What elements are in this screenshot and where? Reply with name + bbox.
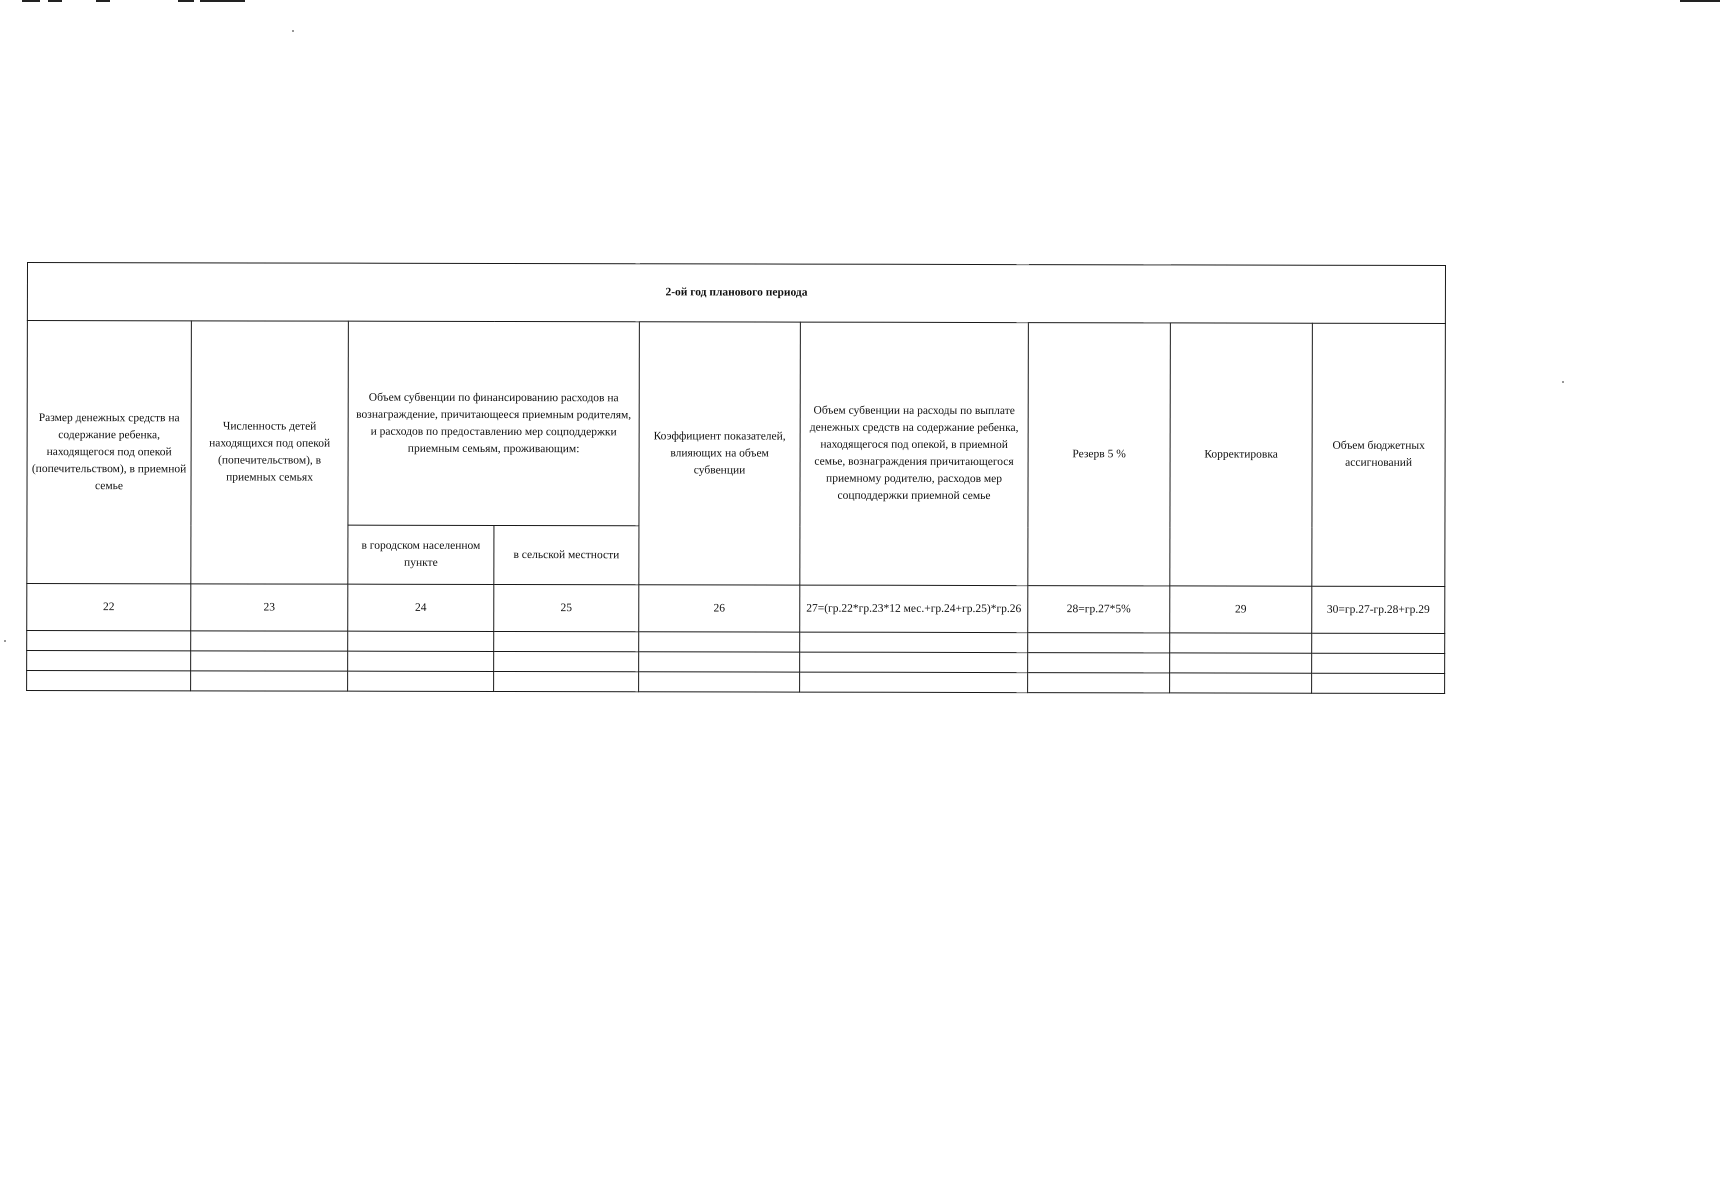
header-col-23: Численность детей находящихся под опекой (попечительством), в приемных семьях (191, 321, 349, 584)
table-cell (1312, 653, 1445, 673)
header-col-28: Резерв 5 % (1028, 323, 1171, 586)
table-cell (191, 671, 348, 691)
scan-artifact-2 (48, 0, 62, 2)
header-col-24-25-group: Объем субвенции по финансированию расходов на вознаграждение, причитающееся приемным родителям, и расходов по предоставлению мер соцподдержки приемным семьям, проживающим: (348, 321, 639, 526)
table-cell (1170, 633, 1312, 653)
table-cell (27, 671, 191, 691)
column-number-26: 26 (639, 585, 800, 632)
column-number-22: 22 (27, 584, 191, 631)
column-number-30: 30=гр.27-гр.28+гр.29 (1312, 586, 1445, 633)
table-cell (1170, 653, 1312, 673)
header-col-26: Коэффициент показателей, влияющих на объем субвенции (639, 322, 801, 585)
scan-artifact-1 (22, 0, 40, 2)
table-cell (27, 651, 191, 671)
scan-artifact-3 (96, 0, 110, 2)
table-cell (639, 632, 800, 652)
table-cell (191, 631, 348, 651)
column-number-row (27, 584, 1445, 634)
table-row (27, 671, 1445, 694)
table-cell (1312, 673, 1445, 693)
header-col-29: Корректировка (1170, 323, 1313, 586)
column-number-27: 27=(гр.22*гр.23*12 мес.+гр.24+гр.25)*гр.26 (800, 585, 1028, 632)
table-cell (348, 671, 494, 691)
table-cell (1028, 633, 1170, 653)
column-number-23: 23 (191, 584, 348, 631)
scan-artifact-6 (1680, 0, 1720, 2)
header-row (27, 321, 1446, 528)
header-col-24: в городском населенном пункте (348, 525, 494, 584)
table-cell (348, 631, 494, 651)
table-cell (800, 672, 1028, 692)
column-number-29: 29 (1170, 586, 1312, 633)
scan-speck-3 (4, 640, 6, 642)
column-number-24: 24 (348, 584, 494, 631)
scan-speck-2 (1562, 381, 1564, 383)
scan-artifact-4 (178, 0, 194, 2)
column-number-25: 25 (494, 584, 639, 631)
table-cell (1312, 633, 1445, 653)
budget-calculation-table (26, 262, 1446, 694)
header-col-27: Объем субвенции на расходы по выплате денежных средств на содержание ребенка, находящегося под опекой, в приемной семье, вознаграждения причитающегося приемному родителю, расходов мер соцподдержки приемной семье (800, 322, 1029, 585)
table-cell (27, 631, 191, 651)
table-cell (494, 671, 639, 691)
scan-speck-1 (292, 30, 294, 32)
table-cell (800, 652, 1028, 672)
header-col-30: Объем бюджетных ассигнований (1312, 323, 1446, 586)
table-cell (800, 632, 1028, 652)
column-number-28: 28=гр.27*5% (1028, 586, 1170, 633)
table-cell (1028, 653, 1170, 673)
scan-artifact-5 (200, 0, 245, 2)
table-cell (191, 651, 348, 671)
header-col-25: в сельской местности (494, 525, 639, 584)
header-col-22: Размер денежных средств на содержание ребенка, находящегося под опекой (попечительством), в приемной семье (27, 321, 192, 584)
table-cell (1170, 673, 1312, 693)
period-title: 2-ой год планового периода (27, 263, 1445, 324)
table-cell (494, 651, 639, 671)
title-row (27, 263, 1445, 324)
table-cell (639, 672, 800, 692)
table-cell (494, 631, 639, 651)
table-cell (348, 651, 494, 671)
table-cell (639, 652, 800, 672)
table-cell (1028, 673, 1170, 693)
